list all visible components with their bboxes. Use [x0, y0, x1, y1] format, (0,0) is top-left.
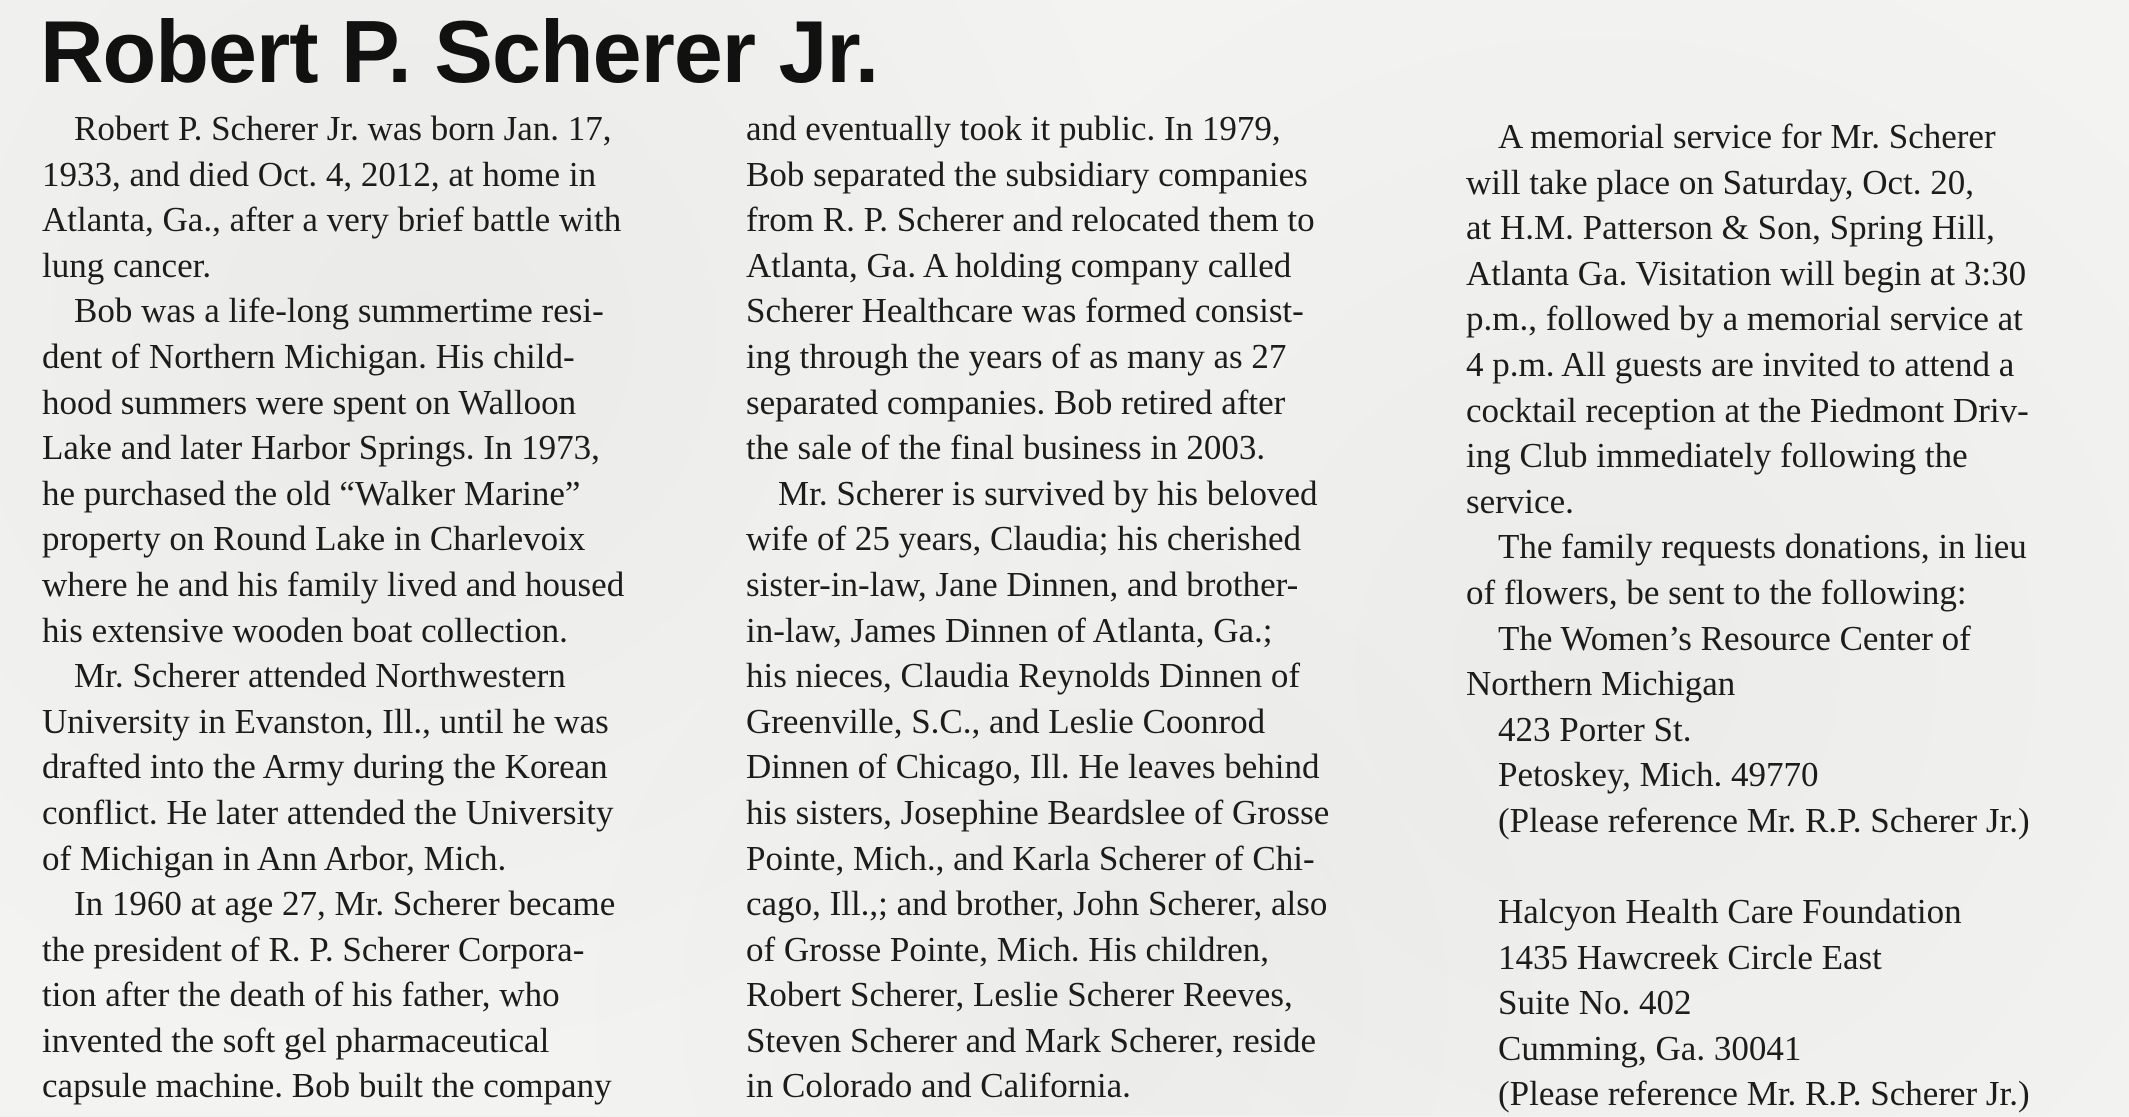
- text-line: Atlanta, Ga. A holding company called: [746, 245, 1292, 285]
- text-line: in-law, James Dinnen of Atlanta, Ga.;: [746, 610, 1273, 650]
- text-line: 1435 Hawcreek Circle East: [1498, 937, 1882, 977]
- text-line: at H.M. Patterson & Son, Spring Hill,: [1466, 208, 1995, 248]
- text-line: The family requests donations, in lieu: [1498, 527, 2027, 567]
- text-line: Halcyon Health Care Foundation: [1498, 892, 1962, 932]
- text-line: wife of 25 years, Claudia; his cherished: [746, 519, 1301, 559]
- text-line: in Colorado and California.: [746, 1066, 1131, 1106]
- text-line: Mr. Scherer is survived by his beloved: [778, 473, 1318, 513]
- text-line: his nieces, Claudia Reynolds Dinnen of: [746, 656, 1301, 696]
- text-line: 423 Porter St.: [1498, 709, 1692, 749]
- text-line: ing Club immediately following the: [1466, 436, 1968, 476]
- text-line: and eventually took it public. In 1979,: [746, 109, 1281, 148]
- text-line: 1933, and died Oct. 4, 2012, at home in: [42, 154, 597, 194]
- text-line: sister-in-law, Jane Dinnen, and brother-: [746, 564, 1299, 604]
- text-line: capsule machine. Bob built the company: [42, 1066, 612, 1106]
- text-line: where he and his family lived and housed: [42, 564, 625, 604]
- text-line: Greenville, S.C., and Leslie Coonrod: [746, 701, 1266, 741]
- obituary-headline: Robert P. Scherer Jr.: [40, 2, 879, 101]
- text-line: Northern Michigan: [1466, 664, 1736, 704]
- text-line: (Please reference Mr. R.P. Scherer Jr.): [1498, 1074, 2030, 1114]
- text-line: University in Evanston, Ill., until he was: [42, 701, 609, 741]
- text-line: Petoskey, Mich. 49770: [1498, 755, 1819, 795]
- text-line: invented the soft gel pharmaceutical: [42, 1020, 550, 1060]
- text-line: lung cancer.: [42, 245, 212, 285]
- text-line: the sale of the final business in 2003.: [746, 428, 1266, 468]
- text-line: Robert P. Scherer Jr. was born Jan. 17,: [74, 109, 612, 148]
- text-line: of Michigan in Ann Arbor, Mich.: [42, 838, 507, 878]
- text-line: from R. P. Scherer and relocated them to: [746, 200, 1315, 240]
- text-line: his sisters, Josephine Beardslee of Grosse: [746, 792, 1330, 832]
- text-line: of flowers, be sent to the following:: [1466, 572, 1967, 612]
- text-line: The Women’s Resource Center of: [1498, 618, 1971, 658]
- text-line: dent of Northern Michigan. His child-: [42, 336, 575, 376]
- text-line: the president of R. P. Scherer Corpora-: [42, 929, 585, 969]
- text-line: Dinnen of Chicago, Ill. He leaves behind: [746, 747, 1320, 787]
- text-line: property on Round Lake in Charlevoix: [42, 519, 586, 559]
- text-line: 4 p.m. All guests are invited to attend a: [1466, 344, 2015, 384]
- text-line: In 1960 at age 27, Mr. Scherer became: [74, 884, 616, 924]
- text-line: of Grosse Pointe, Mich. His children,: [746, 929, 1269, 969]
- text-line: Atlanta, Ga., after a very brief battle with: [42, 200, 622, 240]
- text-line: separated companies. Bob retired after: [746, 382, 1286, 422]
- text-line: Steven Scherer and Mark Scherer, reside: [746, 1020, 1317, 1060]
- text-line: drafted into the Army during the Korean: [42, 747, 608, 787]
- text-line: will take place on Saturday, Oct. 20,: [1466, 162, 1974, 202]
- text-line: tion after the death of his father, who: [42, 975, 560, 1015]
- text-line: Bob separated the subsidiary companies: [746, 154, 1308, 194]
- text-line: (Please reference Mr. R.P. Scherer Jr.): [1498, 800, 2030, 840]
- text-line: cago, Ill.,; and brother, John Scherer, also: [746, 884, 1328, 924]
- text-line: hood summers were spent on Walloon: [42, 382, 577, 422]
- text-line: he purchased the old “Walker Marine”: [42, 473, 581, 513]
- text-line: Atlanta Ga. Visitation will begin at 3:30: [1466, 253, 2027, 293]
- text-line: ing through the years of as many as 27: [746, 336, 1287, 376]
- text-line: Cumming, Ga. 30041: [1498, 1028, 1802, 1068]
- text-column-2: [746, 106, 1426, 1109]
- text-line: p.m., followed by a memorial service at: [1466, 299, 2023, 339]
- text-line: Bob was a life-long summertime resi-: [74, 291, 604, 331]
- text-line: Mr. Scherer attended Northwestern: [74, 656, 566, 696]
- paragraph-gap: [1466, 844, 2116, 890]
- text-line: cocktail reception at the Piedmont Driv-: [1466, 390, 2029, 430]
- text-line: Robert Scherer, Leslie Scherer Reeves,: [746, 975, 1293, 1015]
- text-line: A memorial service for Mr. Scherer: [1498, 117, 1996, 156]
- text-line: conflict. He later attended the University: [42, 792, 614, 832]
- text-column-3: [1466, 114, 2116, 1117]
- text-line: Suite No. 402: [1498, 983, 1692, 1023]
- text-line: Pointe, Mich., and Karla Scherer of Chi-: [746, 838, 1315, 878]
- text-line: his extensive wooden boat collection.: [42, 610, 568, 650]
- text-line: Lake and later Harbor Springs. In 1973,: [42, 428, 600, 468]
- text-line: Scherer Healthcare was formed consist-: [746, 291, 1304, 331]
- text-column-1: [42, 106, 722, 1109]
- text-line: service.: [1466, 481, 1574, 521]
